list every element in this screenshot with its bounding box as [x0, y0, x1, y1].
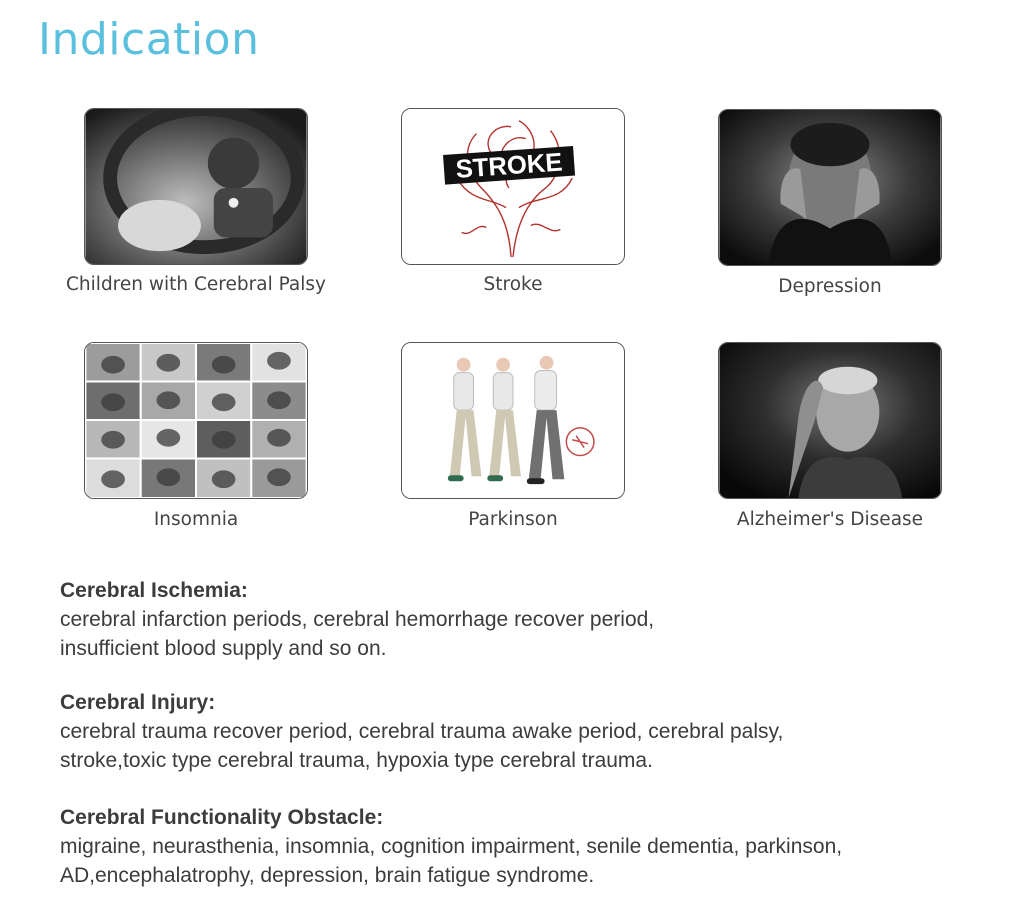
section-line: migraine, neurasthenia, insomnia, cognition impairment, senile dementia, parkinson,	[60, 835, 843, 858]
indication-label: Parkinson	[468, 509, 558, 530]
section-cerebral-functionality-obstacle	[60, 803, 990, 890]
section-heading: Cerebral Functionality Obstacle:	[60, 806, 384, 829]
indication-label: Depression	[778, 276, 882, 297]
indication-label: Stroke	[483, 274, 543, 295]
brain-vessels-icon	[402, 109, 624, 264]
section-line: cerebral infarction periods, cerebral hemorrhage recover period,	[60, 608, 655, 631]
alzheimers-elderly-man-image	[718, 342, 942, 499]
indication-label: Children with Cerebral Palsy	[66, 274, 326, 295]
section-line: AD,encephalatrophy, depression, brain fatigue syndrome.	[60, 864, 595, 887]
depressed-man-icon	[719, 110, 941, 265]
parkinson-walking-icon	[402, 343, 624, 498]
section-line: insufficient blood supply and so on.	[60, 637, 387, 660]
infant-icon	[85, 109, 307, 264]
elderly-man-icon	[719, 343, 941, 498]
insomnia-collage-icon	[85, 343, 307, 498]
section-cerebral-injury	[60, 688, 990, 775]
page-title: Indication	[38, 14, 260, 65]
depressed-man-image	[718, 109, 942, 266]
section-heading: Cerebral Injury:	[60, 691, 216, 714]
infant-cerebral-palsy-image	[84, 108, 308, 265]
indication-label: Insomnia	[153, 509, 239, 530]
section-line: stroke,toxic type cerebral trauma, hypoxia type cerebral trauma.	[60, 749, 653, 772]
section-cerebral-ischemia	[60, 576, 990, 663]
stroke-brain-vessels-image	[401, 108, 625, 265]
section-line: cerebral trauma recover period, cerebral trauma awake period, cerebral palsy,	[60, 720, 784, 743]
section-heading: Cerebral Ischemia:	[60, 579, 248, 602]
stroke-badge-text: STROKE	[454, 148, 564, 184]
indication-label: Alzheimer's Disease	[736, 509, 924, 530]
parkinson-walking-image	[401, 342, 625, 499]
insomnia-collage-image	[84, 342, 308, 499]
